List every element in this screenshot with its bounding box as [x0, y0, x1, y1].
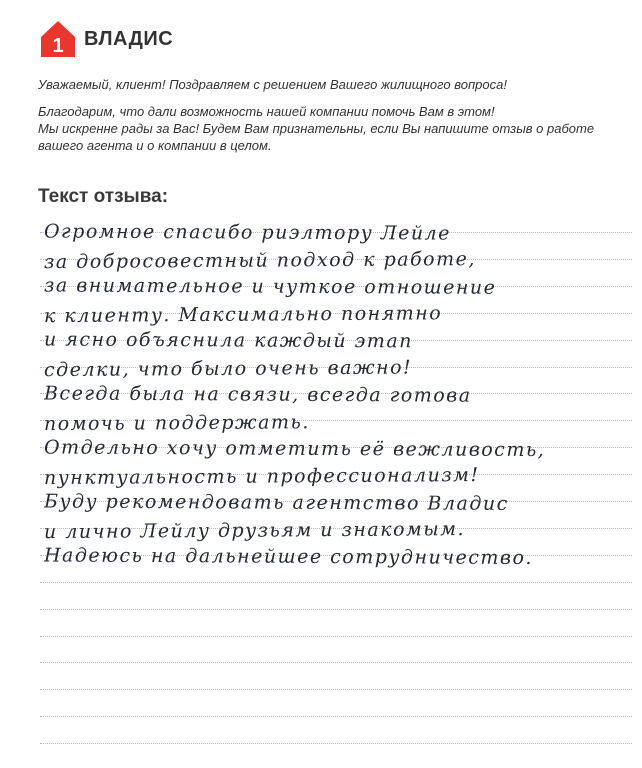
review-line: Всегда была на связи, всегда готова	[43, 382, 472, 407]
brand-logo	[40, 20, 173, 58]
ruled-line	[40, 636, 632, 637]
review-line: за внимательное и чуткое отношение	[43, 274, 497, 299]
review-line: пунктуальность и профессионализм!	[43, 464, 480, 490]
ruled-line	[40, 662, 632, 663]
brand-name: ВЛАДИС	[84, 27, 174, 50]
thanks-line-3: вашего агента и о компании в целом.	[38, 138, 272, 153]
ruled-line	[40, 582, 632, 583]
review-line: и ясно объяснила каждый этап	[43, 328, 413, 353]
review-title: Текст отзыва:	[38, 186, 169, 207]
intro-text	[38, 76, 618, 154]
review-line: за добросовестный подход к работе,	[43, 248, 476, 274]
ruled-line	[40, 689, 632, 690]
ruled-line	[40, 609, 632, 610]
review-line: Надеюсь на дальнейшее сотрудничество.	[43, 544, 534, 570]
review-line: к клиенту. Максимально понятно	[43, 302, 443, 328]
ruled-line	[40, 716, 632, 717]
handwritten-review	[44, 220, 638, 571]
greeting-text: Уважаемый, клиент! Поздравляем с решением Вашего жилищного вопроса!	[38, 77, 507, 92]
thanks-line-1: Благодарим, что дали возможность нашей компании помочь Вам в этом!	[38, 104, 495, 119]
ruled-line	[40, 743, 632, 744]
house-logo-icon	[40, 20, 76, 58]
review-line: и лично Лейлу друзьям и знакомым.	[43, 518, 466, 544]
review-line: сделки, что было очень важно!	[43, 356, 413, 382]
svg-text:1: 1	[52, 35, 64, 57]
review-line: Огромное спасибо риэлтору Лейле	[43, 220, 451, 245]
review-line: помочь и поддержать.	[43, 411, 310, 436]
review-line: Отдельно хочу отметить её вежливость,	[43, 436, 546, 462]
thanks-line-2: Мы искренне рады за Вас! Будем Вам признательны, если Вы напишите отзыв о работе	[38, 121, 595, 136]
review-line: Буду рекомендовать агентство Владис	[43, 490, 509, 515]
